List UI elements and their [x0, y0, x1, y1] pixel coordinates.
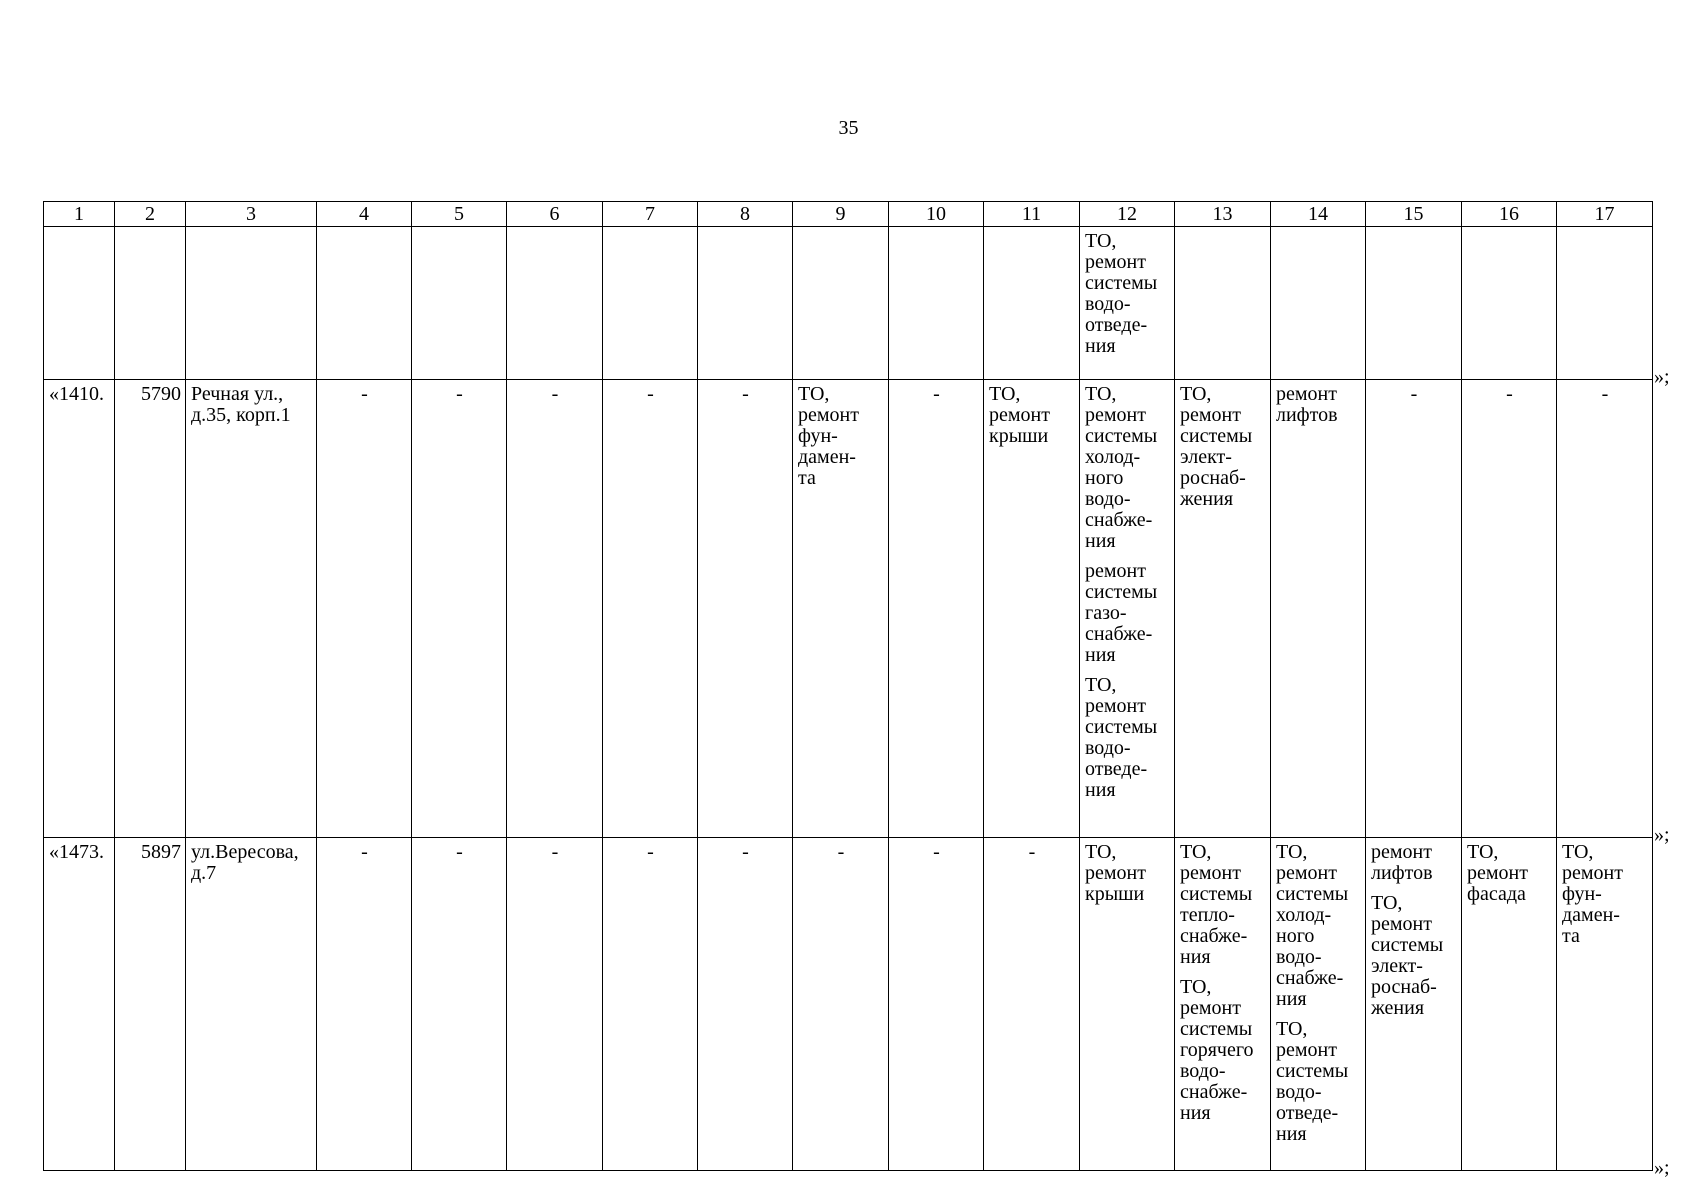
cell-entry	[989, 842, 1075, 863]
cell-entry	[1085, 675, 1170, 801]
table-cell	[186, 838, 317, 1171]
cell-entry	[1276, 384, 1361, 426]
cell-entry	[703, 384, 788, 405]
cell-text: д.35, корп.1	[191, 404, 291, 426]
cell-text: холод-	[1085, 446, 1141, 468]
table-row	[44, 227, 1653, 380]
table-cell	[1557, 838, 1653, 1171]
table-cell	[1462, 380, 1557, 838]
table-cell	[44, 838, 115, 1171]
table-cell	[1175, 227, 1271, 380]
cell-text: роснаб-	[1180, 467, 1246, 489]
table-cell	[317, 227, 412, 380]
table-cell	[698, 227, 793, 380]
table-cell	[1080, 380, 1175, 838]
cell-entry	[1371, 384, 1457, 405]
table-cell	[793, 380, 889, 838]
cell-text: элект-	[1371, 955, 1423, 977]
cell-text: ремонт	[1562, 862, 1623, 884]
cell-text: д.7	[191, 862, 217, 884]
cell-text: фасада	[1467, 883, 1526, 905]
table-cell	[412, 227, 507, 380]
cell-text: ТО,	[1562, 841, 1594, 863]
table-cell	[984, 838, 1080, 1171]
cell-text: ремонт	[1276, 1039, 1337, 1061]
cell-text: ТО,	[1180, 841, 1212, 863]
cell-text: снабже-	[1085, 509, 1153, 531]
table-cell	[1271, 227, 1366, 380]
cell-text: крыши	[1085, 883, 1145, 905]
table-cell	[793, 838, 889, 1171]
cell-text: системы	[1180, 1018, 1253, 1040]
table-cell	[186, 227, 317, 380]
column-header: 9	[793, 202, 889, 227]
column-header: 6	[507, 202, 603, 227]
cell-entry	[608, 384, 693, 405]
column-header: 15	[1366, 202, 1462, 227]
table-cell	[889, 838, 984, 1171]
cell-text: системы	[1180, 425, 1253, 447]
cell-text: ТО,	[989, 383, 1021, 405]
cell-text: ния	[1276, 1123, 1307, 1145]
cell-text: фун-	[1562, 883, 1602, 905]
table-cell	[793, 227, 889, 380]
cell-text: ремонт	[1085, 560, 1146, 582]
cell-text: роснаб-	[1371, 976, 1437, 998]
cell-text: водо-	[1085, 488, 1131, 510]
table-header-row	[44, 202, 1653, 227]
table-cell	[1557, 227, 1653, 380]
cell-text: ТО,	[1467, 841, 1499, 863]
cell-text: ремонт	[1085, 404, 1146, 426]
table-cell	[1080, 838, 1175, 1171]
cell-text: тепло-	[1180, 904, 1235, 926]
cell-text: та	[798, 467, 816, 489]
column-header: 12	[1080, 202, 1175, 227]
cell-entry	[1276, 1019, 1361, 1145]
column-header: 13	[1175, 202, 1271, 227]
cell-text: крыши	[989, 425, 1049, 447]
cell-text: -	[933, 841, 940, 863]
cell-text: -	[837, 841, 845, 863]
cell-text: водо-	[1085, 737, 1131, 759]
cell-entry	[1467, 842, 1552, 905]
cell-text: ТО,	[1276, 1018, 1308, 1040]
cell-text: водо-	[1276, 946, 1322, 968]
table-cell	[317, 838, 412, 1171]
column-header: 2	[115, 202, 186, 227]
table-cell	[603, 838, 698, 1171]
cell-entry	[1180, 384, 1266, 510]
cell-text: ТО,	[1085, 841, 1117, 863]
cell-text: -	[456, 383, 463, 405]
cell-text: -	[1410, 383, 1418, 405]
table-cell	[1366, 227, 1462, 380]
cell-text: ремонт	[1085, 251, 1146, 273]
table-row	[44, 838, 1653, 1171]
column-header: 17	[1557, 202, 1653, 227]
cell-text: ного	[1085, 467, 1124, 489]
cell-text: отведе-	[1276, 1102, 1339, 1124]
table-cell	[889, 227, 984, 380]
column-header: 8	[698, 202, 793, 227]
cell-text: отведе-	[1085, 758, 1148, 780]
table-cell	[889, 380, 984, 838]
cell-entry	[322, 842, 407, 863]
cell-entry	[1085, 231, 1170, 357]
cell-entry	[1562, 384, 1648, 405]
column-header: 7	[603, 202, 698, 227]
column-header: 5	[412, 202, 507, 227]
cell-entry	[120, 384, 181, 405]
cell-text: ния	[1085, 644, 1116, 666]
table-cell	[44, 227, 115, 380]
row-end-mark: »;	[1654, 824, 1670, 846]
cell-text: ремонт	[1276, 383, 1337, 405]
cell-text: лифтов	[1371, 862, 1433, 884]
cell-text: ремонт	[1085, 862, 1146, 884]
table-cell	[412, 838, 507, 1171]
table-cell	[1462, 838, 1557, 1171]
cell-text: ния	[1085, 779, 1116, 801]
cell-entry	[989, 384, 1075, 447]
cell-text: -	[1028, 841, 1036, 863]
row-end-mark: »;	[1654, 1157, 1670, 1179]
cell-text: -	[361, 841, 368, 863]
cell-text: ул.Вересова,	[191, 841, 299, 863]
cell-entry	[512, 842, 598, 863]
cell-text: системы	[1085, 581, 1158, 603]
table-cell	[1366, 380, 1462, 838]
cell-text: водо-	[1085, 293, 1131, 315]
cell-entry	[49, 842, 110, 863]
cell-text: -	[647, 841, 654, 863]
cell-text: дамен-	[798, 446, 856, 468]
cell-text: -	[551, 841, 559, 863]
column-header: 10	[889, 202, 984, 227]
cell-text: -	[361, 383, 368, 405]
cell-text: ремонт	[1467, 862, 1528, 884]
cell-entry	[1180, 977, 1266, 1124]
cell-text: системы	[1085, 716, 1158, 738]
cell-text: водо-	[1276, 1081, 1322, 1103]
cell-text: ремонт	[798, 404, 859, 426]
cell-entry	[1085, 561, 1170, 666]
cell-text: газо-	[1085, 602, 1127, 624]
table-cell	[984, 380, 1080, 838]
cell-entry	[1085, 842, 1170, 905]
cell-text: фун-	[798, 425, 838, 447]
cell-text: элект-	[1180, 446, 1232, 468]
cell-text: снабже-	[1180, 925, 1248, 947]
cell-entry	[49, 384, 110, 405]
table-cell	[115, 838, 186, 1171]
cell-text: -	[742, 841, 749, 863]
table-cell	[186, 380, 317, 838]
cell-text: ТО,	[1276, 841, 1308, 863]
cell-text: ремонт	[1180, 862, 1241, 884]
cell-text: горячего	[1180, 1039, 1254, 1061]
cell-text: лифтов	[1276, 404, 1338, 426]
cell-text: системы	[1085, 425, 1158, 447]
column-header: 3	[186, 202, 317, 227]
table-cell	[115, 227, 186, 380]
column-header: 16	[1462, 202, 1557, 227]
table-cell	[115, 380, 186, 838]
cell-text: ремонт	[1276, 862, 1337, 884]
cell-entry	[512, 384, 598, 405]
cell-entry	[1562, 842, 1648, 947]
cell-text: ТО,	[1085, 674, 1117, 696]
cell-text: ния	[1276, 988, 1307, 1010]
cell-text: ния	[1180, 1102, 1211, 1124]
cell-text: ния	[1180, 946, 1211, 968]
cell-text: ремонт	[989, 404, 1050, 426]
cell-entry	[894, 842, 979, 863]
cell-text: ремонт	[1180, 404, 1241, 426]
cell-entry	[1085, 384, 1170, 552]
cell-text: «1410.	[49, 383, 104, 405]
cell-text: системы	[1371, 934, 1444, 956]
table-cell	[698, 838, 793, 1171]
cell-text: -	[1601, 383, 1609, 405]
table-cell	[1271, 838, 1366, 1171]
cell-text: ТО,	[1085, 383, 1117, 405]
cell-text: ТО,	[1085, 230, 1117, 252]
cell-text: системы	[1276, 883, 1349, 905]
cell-text: жения	[1180, 488, 1234, 510]
page-number: 35	[838, 117, 859, 139]
table-cell	[1271, 380, 1366, 838]
cell-entry	[894, 384, 979, 405]
cell-text: отведе-	[1085, 314, 1148, 336]
column-header: 14	[1271, 202, 1366, 227]
table-cell	[507, 380, 603, 838]
table-cell	[1462, 227, 1557, 380]
cell-entry	[322, 384, 407, 405]
table-cell	[317, 380, 412, 838]
table-cell	[603, 380, 698, 838]
cell-text: ния	[1085, 530, 1116, 552]
table-cell	[1557, 380, 1653, 838]
cell-text: «1473.	[49, 841, 104, 863]
cell-text: снабже-	[1276, 967, 1344, 989]
table-cell	[1366, 838, 1462, 1171]
cell-text: -	[551, 383, 559, 405]
cell-text: та	[1562, 925, 1580, 947]
cell-text: ного	[1276, 925, 1315, 947]
cell-entry	[417, 842, 502, 863]
cell-text: системы	[1276, 1060, 1349, 1082]
cell-entry	[1371, 842, 1457, 884]
cell-text: холод-	[1276, 904, 1332, 926]
table-cell	[44, 380, 115, 838]
cell-text: -	[1506, 383, 1513, 405]
cell-text: ремонт	[1371, 841, 1432, 863]
cell-text: ремонт	[1085, 695, 1146, 717]
column-header: 4	[317, 202, 412, 227]
cell-text: -	[647, 383, 654, 405]
cell-text: водо-	[1180, 1060, 1226, 1082]
table-row	[44, 380, 1653, 838]
cell-entry	[798, 842, 884, 863]
cell-entry	[1276, 842, 1361, 1010]
column-header: 11	[984, 202, 1080, 227]
cell-entry	[120, 842, 181, 863]
table-cell	[984, 227, 1080, 380]
column-header: 1	[44, 202, 115, 227]
cell-entry	[798, 384, 884, 489]
table-cell	[1080, 227, 1175, 380]
cell-text: дамен-	[1562, 904, 1620, 926]
cell-text: -	[742, 383, 749, 405]
table-cell	[412, 380, 507, 838]
cell-text: снабже-	[1180, 1081, 1248, 1103]
cell-text: ТО,	[1371, 892, 1403, 914]
cell-text: ТО,	[1180, 383, 1212, 405]
cell-entry	[191, 384, 312, 426]
cell-entry	[1371, 893, 1457, 1019]
cell-entry	[417, 384, 502, 405]
cell-text: Речная ул.,	[191, 383, 284, 405]
table-cell	[1175, 838, 1271, 1171]
cell-text: -	[456, 841, 463, 863]
table-cell	[603, 227, 698, 380]
cell-text: ния	[1085, 335, 1116, 357]
cell-text: снабже-	[1085, 623, 1153, 645]
cell-text: жения	[1371, 997, 1425, 1019]
table-cell	[507, 838, 603, 1171]
cell-text: ТО,	[1180, 976, 1212, 998]
row-end-mark: »;	[1654, 366, 1670, 388]
cell-entry	[191, 842, 312, 884]
cell-entry	[703, 842, 788, 863]
cell-entry	[1180, 842, 1266, 968]
cell-text: -	[933, 383, 940, 405]
table-cell	[698, 380, 793, 838]
works-table	[43, 201, 1653, 1171]
cell-text: ТО,	[798, 383, 830, 405]
cell-entry	[608, 842, 693, 863]
cell-text: ремонт	[1371, 913, 1432, 935]
table-cell	[1175, 380, 1271, 838]
cell-text: системы	[1180, 883, 1253, 905]
cell-text: системы	[1085, 272, 1158, 294]
table-cell	[507, 227, 603, 380]
cell-entry	[1467, 384, 1552, 405]
cell-text: ремонт	[1180, 997, 1241, 1019]
cell-text: 5897	[141, 841, 181, 863]
cell-text: 5790	[141, 383, 181, 405]
